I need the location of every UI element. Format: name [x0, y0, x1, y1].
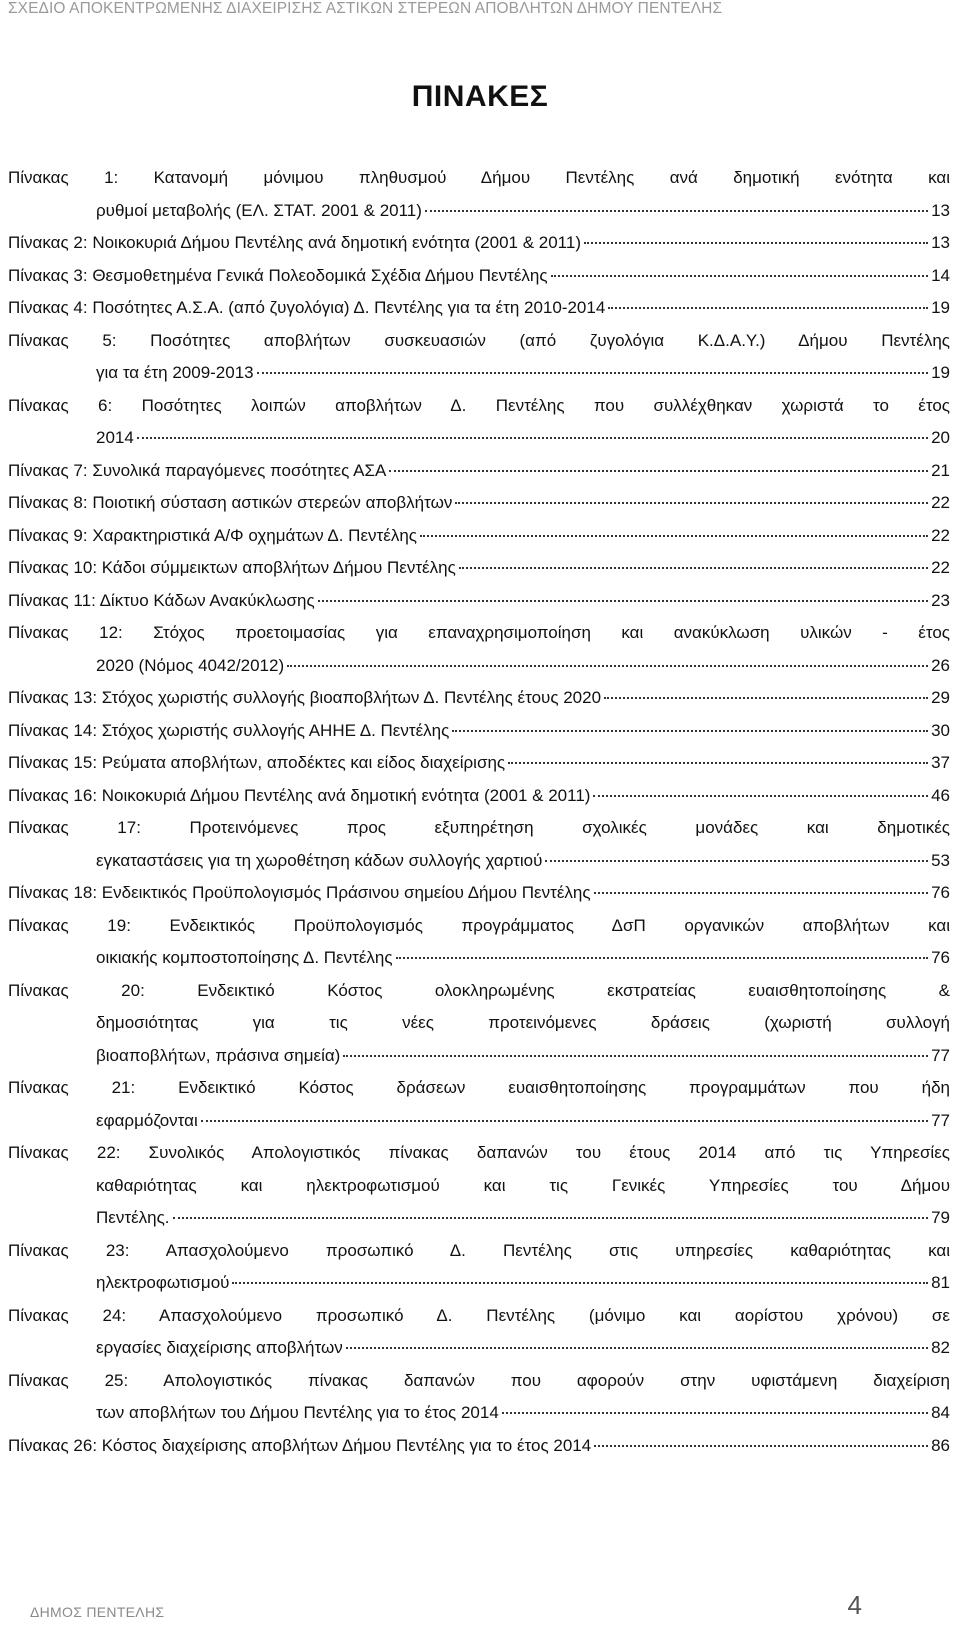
footer-municipality: ΔΗΜΟΣ ΠΕΝΤΕΛΗΣ — [30, 1604, 165, 1620]
toc-entry-text: για τα έτη 2009-2013 — [96, 363, 254, 382]
toc-entry-text: Πίνακας 17: Προτεινόμενες προς εξυπηρέτηση σχολικές μονάδες και δημοτικές — [8, 818, 950, 837]
toc-entry-text: 2020 (Νόμος 4042/2012) — [96, 655, 285, 675]
toc-entry-page: 22 — [931, 558, 950, 577]
toc-entry-text: ηλεκτροφωτισμού — [96, 1273, 230, 1292]
dot-leader — [396, 957, 929, 959]
toc-entry-text: Πίνακας 19: Ενδεικτικός Προϋπολογισμός προγράμματος ΔσΠ οργανικών αποβλήτων και — [8, 915, 950, 935]
toc-entry[interactable] — [8, 910, 950, 975]
toc-entry-text: Πίνακας 21: Ενδεικτικό Κόστος δράσεων ευαισθητοποίησης προγραμμάτων που ήδη — [8, 1078, 950, 1097]
toc-entry-page: 23 — [931, 590, 950, 610]
toc-entry-page: 29 — [931, 688, 950, 707]
toc-entry-page: 77 — [931, 1045, 950, 1065]
footer-page-number: 4 — [847, 1590, 862, 1620]
toc-entry-text: Πεντέλης. — [96, 1208, 170, 1227]
toc-entry-page: 19 — [931, 298, 950, 317]
toc-entry-text: Πίνακας 15: Ρεύματα αποβλήτων, αποδέκτες και είδος διαχείρισης — [8, 753, 506, 772]
dot-leader — [593, 795, 928, 797]
toc-entry[interactable] — [8, 975, 950, 1073]
running-header: ΣΧΕΔΙΟ ΑΠΟΚΕΝΤΡΩΜΕΝΗΣ ΔΙΑΧΕΙΡΙΣΗΣ ΑΣΤΙΚΩΝ ΣΤΕΡΕΩΝ ΑΠΟΒΛΗΤΩΝ ΔΗΜΟΥ ΠΕΝΤΕΛΗΣ — [8, 0, 723, 17]
dot-leader — [346, 1347, 928, 1349]
toc-entry-text: εφαρμόζονται — [96, 1110, 198, 1130]
toc-entry-text: βιοαποβλήτων, πράσινα σημεία) — [96, 1045, 341, 1065]
toc-entry-text: Πίνακας 14: Στόχος χωριστής συλλογής ΑΗΗΕ Δ. Πεντέλης — [8, 720, 450, 740]
toc-entry-page: 13 — [931, 200, 950, 220]
toc-entry-text: Πίνακας 7: Συνολικά παραγόμενες ποσότητες ΑΣΑ — [8, 460, 387, 480]
toc-entry-text: Πίνακας 5: Ποσότητες αποβλήτων συσκευασιών (από ζυγολόγια Κ.Δ.Α.Υ.) Δήμου Πεντέλης — [8, 330, 950, 350]
dot-leader — [502, 1412, 928, 1414]
toc-entry[interactable] — [8, 1430, 950, 1463]
toc-entry-page: 20 — [931, 428, 950, 447]
dot-leader — [257, 372, 928, 374]
toc-entry-text: Πίνακας 4: Ποσότητες Α.Σ.Α. (από ζυγολόγια) Δ. Πεντέλης για τα έτη 2010-2014 — [8, 298, 606, 317]
toc-entry-text: Πίνακας 6: Ποσότητες λοιπών αποβλήτων Δ. Πεντέλης που συλλέχθηκαν χωριστά το έτος — [8, 395, 950, 415]
toc-entry-text: Πίνακας 24: Απασχολούμενο προσωπικό Δ. Πεντέλης (μόνιμο και αορίστου χρόνου) σε — [8, 1305, 950, 1325]
toc-entry-text: Πίνακας 9: Χαρακτηριστικά Α/Φ οχημάτων Δ. Πεντέλης — [8, 525, 417, 545]
toc-entry-text: Πίνακας 12: Στόχος προετοιμασίας για επαναχρησιμοποίηση και ανακύκλωση υλικών - έτος — [8, 623, 950, 642]
toc-entry-page: 22 — [931, 493, 950, 512]
toc-entry-page: 19 — [931, 363, 950, 382]
dot-leader — [508, 762, 928, 764]
toc-entry-text: Πίνακας 3: Θεσμοθετημένα Γενικά Πολεοδομικά Σχέδια Δήμου Πεντέλης — [8, 265, 548, 285]
dot-leader — [604, 697, 928, 699]
toc-entry-text: Πίνακας 22: Συνολικός Απολογιστικός πίνακας δαπανών του έτους 2014 από τις Υπηρεσίες — [8, 1143, 950, 1162]
toc-entry-text: των αποβλήτων του Δήμου Πεντέλης για το έτος 2014 — [96, 1403, 499, 1422]
toc-entry-text: Πίνακας 2: Νοικοκυριά Δήμου Πεντέλης ανά δημοτική ενότητα (2001 & 2011) — [8, 233, 581, 252]
dot-leader — [594, 1445, 928, 1447]
toc-entry-text: Πίνακας 10: Κάδοι σύμμεικτων αποβλήτων Δήμου Πεντέλης — [8, 558, 456, 577]
dot-leader — [608, 307, 928, 309]
dot-leader — [173, 1217, 929, 1219]
dot-leader — [137, 437, 928, 439]
toc-entry[interactable] — [8, 682, 950, 715]
toc-entry[interactable] — [8, 1300, 950, 1365]
dot-leader — [551, 275, 929, 277]
toc-entry-text: ρυθμοί μεταβολής (ΕΛ. ΣΤΑΤ. 2001 & 2011) — [96, 200, 422, 220]
toc-entry[interactable] — [8, 520, 950, 553]
toc-entry-text: δημοσιότητας για τις νέες προτεινόμενες δράσεις (χωριστή συλλογή — [96, 1013, 950, 1032]
page-title: ΠΙΝΑΚΕΣ — [411, 80, 549, 113]
dot-leader — [389, 470, 928, 472]
toc-entry-text: Πίνακας 23: Απασχολούμενο προσωπικό Δ. Πεντέλης στις υπηρεσίες καθαριότητας και — [8, 1240, 950, 1260]
toc-entry[interactable] — [8, 390, 950, 455]
dot-leader — [455, 502, 928, 504]
toc-entry-page: 14 — [931, 265, 950, 285]
table-of-tables — [8, 162, 950, 1462]
toc-entry[interactable] — [8, 585, 950, 618]
toc-entry-page: 53 — [931, 850, 950, 870]
dot-leader — [287, 665, 928, 667]
toc-entry-text: Πίνακας 25: Απολογιστικός πίνακας δαπανών που αφορούν στην υφιστάμενη διαχείριση — [8, 1370, 950, 1390]
toc-entry-page: 79 — [931, 1208, 950, 1227]
toc-entry[interactable] — [8, 487, 950, 520]
dot-leader — [420, 535, 928, 537]
dot-leader — [545, 860, 928, 862]
toc-entry-text: καθαριότητας και ηλεκτροφωτισμού και τις Γενικές Υπηρεσίες του Δήμου — [96, 1175, 950, 1195]
dot-leader — [459, 567, 928, 569]
toc-entry-page: 76 — [931, 883, 950, 902]
toc-entry[interactable] — [8, 1137, 950, 1235]
toc-entry[interactable] — [8, 747, 950, 780]
dot-leader — [425, 210, 928, 212]
dot-leader — [343, 1055, 928, 1057]
toc-entry-page: 76 — [931, 948, 950, 967]
toc-entry-text: Πίνακας 20: Ενδεικτικό Κόστος ολοκληρωμένης εκστρατείας ευαισθητοποίησης & — [8, 980, 950, 1000]
dot-leader — [584, 242, 928, 244]
toc-entry-text: Πίνακας 18: Ενδεικτικός Προϋπολογισμός Πράσινου σημείου Δήμου Πεντέλης — [8, 883, 591, 902]
toc-entry-page: 86 — [931, 1435, 950, 1455]
toc-entry-page: 46 — [931, 785, 950, 805]
toc-entry[interactable] — [8, 812, 950, 877]
toc-entry-text: εργασίες διαχείρισης αποβλήτων — [96, 1338, 343, 1357]
toc-entry-page: 82 — [931, 1338, 950, 1357]
toc-entry-text: 2014 — [96, 428, 134, 447]
toc-entry-page: 13 — [931, 233, 950, 252]
toc-entry[interactable] — [8, 455, 950, 488]
toc-entry-page: 84 — [931, 1403, 950, 1422]
toc-entry[interactable] — [8, 877, 950, 910]
toc-entry[interactable] — [8, 227, 950, 260]
toc-entry-text: οικιακής κομποστοποίησης Δ. Πεντέλης — [96, 948, 393, 967]
toc-entry[interactable] — [8, 1072, 950, 1137]
toc-entry-page: 81 — [931, 1273, 950, 1292]
toc-entry-page: 77 — [931, 1110, 950, 1130]
toc-entry-text: Πίνακας 16: Νοικοκυριά Δήμου Πεντέλης ανά δημοτική ενότητα (2001 & 2011) — [8, 785, 591, 805]
toc-entry[interactable] — [8, 162, 950, 227]
toc-entry[interactable] — [8, 260, 950, 293]
dot-leader — [232, 1282, 928, 1284]
toc-entry[interactable] — [8, 1365, 950, 1430]
toc-entry-text: εγκαταστάσεις για τη χωροθέτηση κάδων συλλογής χαρτιού — [96, 850, 543, 870]
toc-entry[interactable] — [8, 1235, 950, 1300]
toc-entry[interactable] — [8, 292, 950, 325]
toc-entry[interactable] — [8, 325, 950, 390]
dot-leader — [594, 892, 929, 894]
toc-entry-page: 22 — [931, 525, 950, 545]
toc-entry-page: 37 — [931, 753, 950, 772]
toc-entry[interactable] — [8, 780, 950, 813]
toc-entry-page: 30 — [931, 720, 950, 740]
dot-leader — [452, 730, 928, 732]
toc-entry-page: 21 — [931, 460, 950, 480]
toc-entry-text: Πίνακας 8: Ποιοτική σύσταση αστικών στερεών αποβλήτων — [8, 493, 453, 512]
toc-entry-text: Πίνακας 11: Δίκτυο Κάδων Ανακύκλωσης — [8, 590, 315, 610]
dot-leader — [318, 600, 928, 602]
toc-entry[interactable] — [8, 617, 950, 682]
toc-entry[interactable] — [8, 715, 950, 748]
toc-entry-text: Πίνακας 26: Κόστος διαχείρισης αποβλήτων Δήμου Πεντέλης για το έτος 2014 — [8, 1435, 592, 1455]
dot-leader — [201, 1120, 928, 1122]
toc-entry[interactable] — [8, 552, 950, 585]
toc-entry-page: 26 — [931, 655, 950, 675]
toc-entry-text: Πίνακας 13: Στόχος χωριστής συλλογής βιοαποβλήτων Δ. Πεντέλης έτους 2020 — [8, 688, 602, 707]
toc-entry-text: Πίνακας 1: Κατανομή μόνιμου πληθυσμού Δήμου Πεντέλης ανά δημοτική ενότητα και — [8, 168, 950, 187]
